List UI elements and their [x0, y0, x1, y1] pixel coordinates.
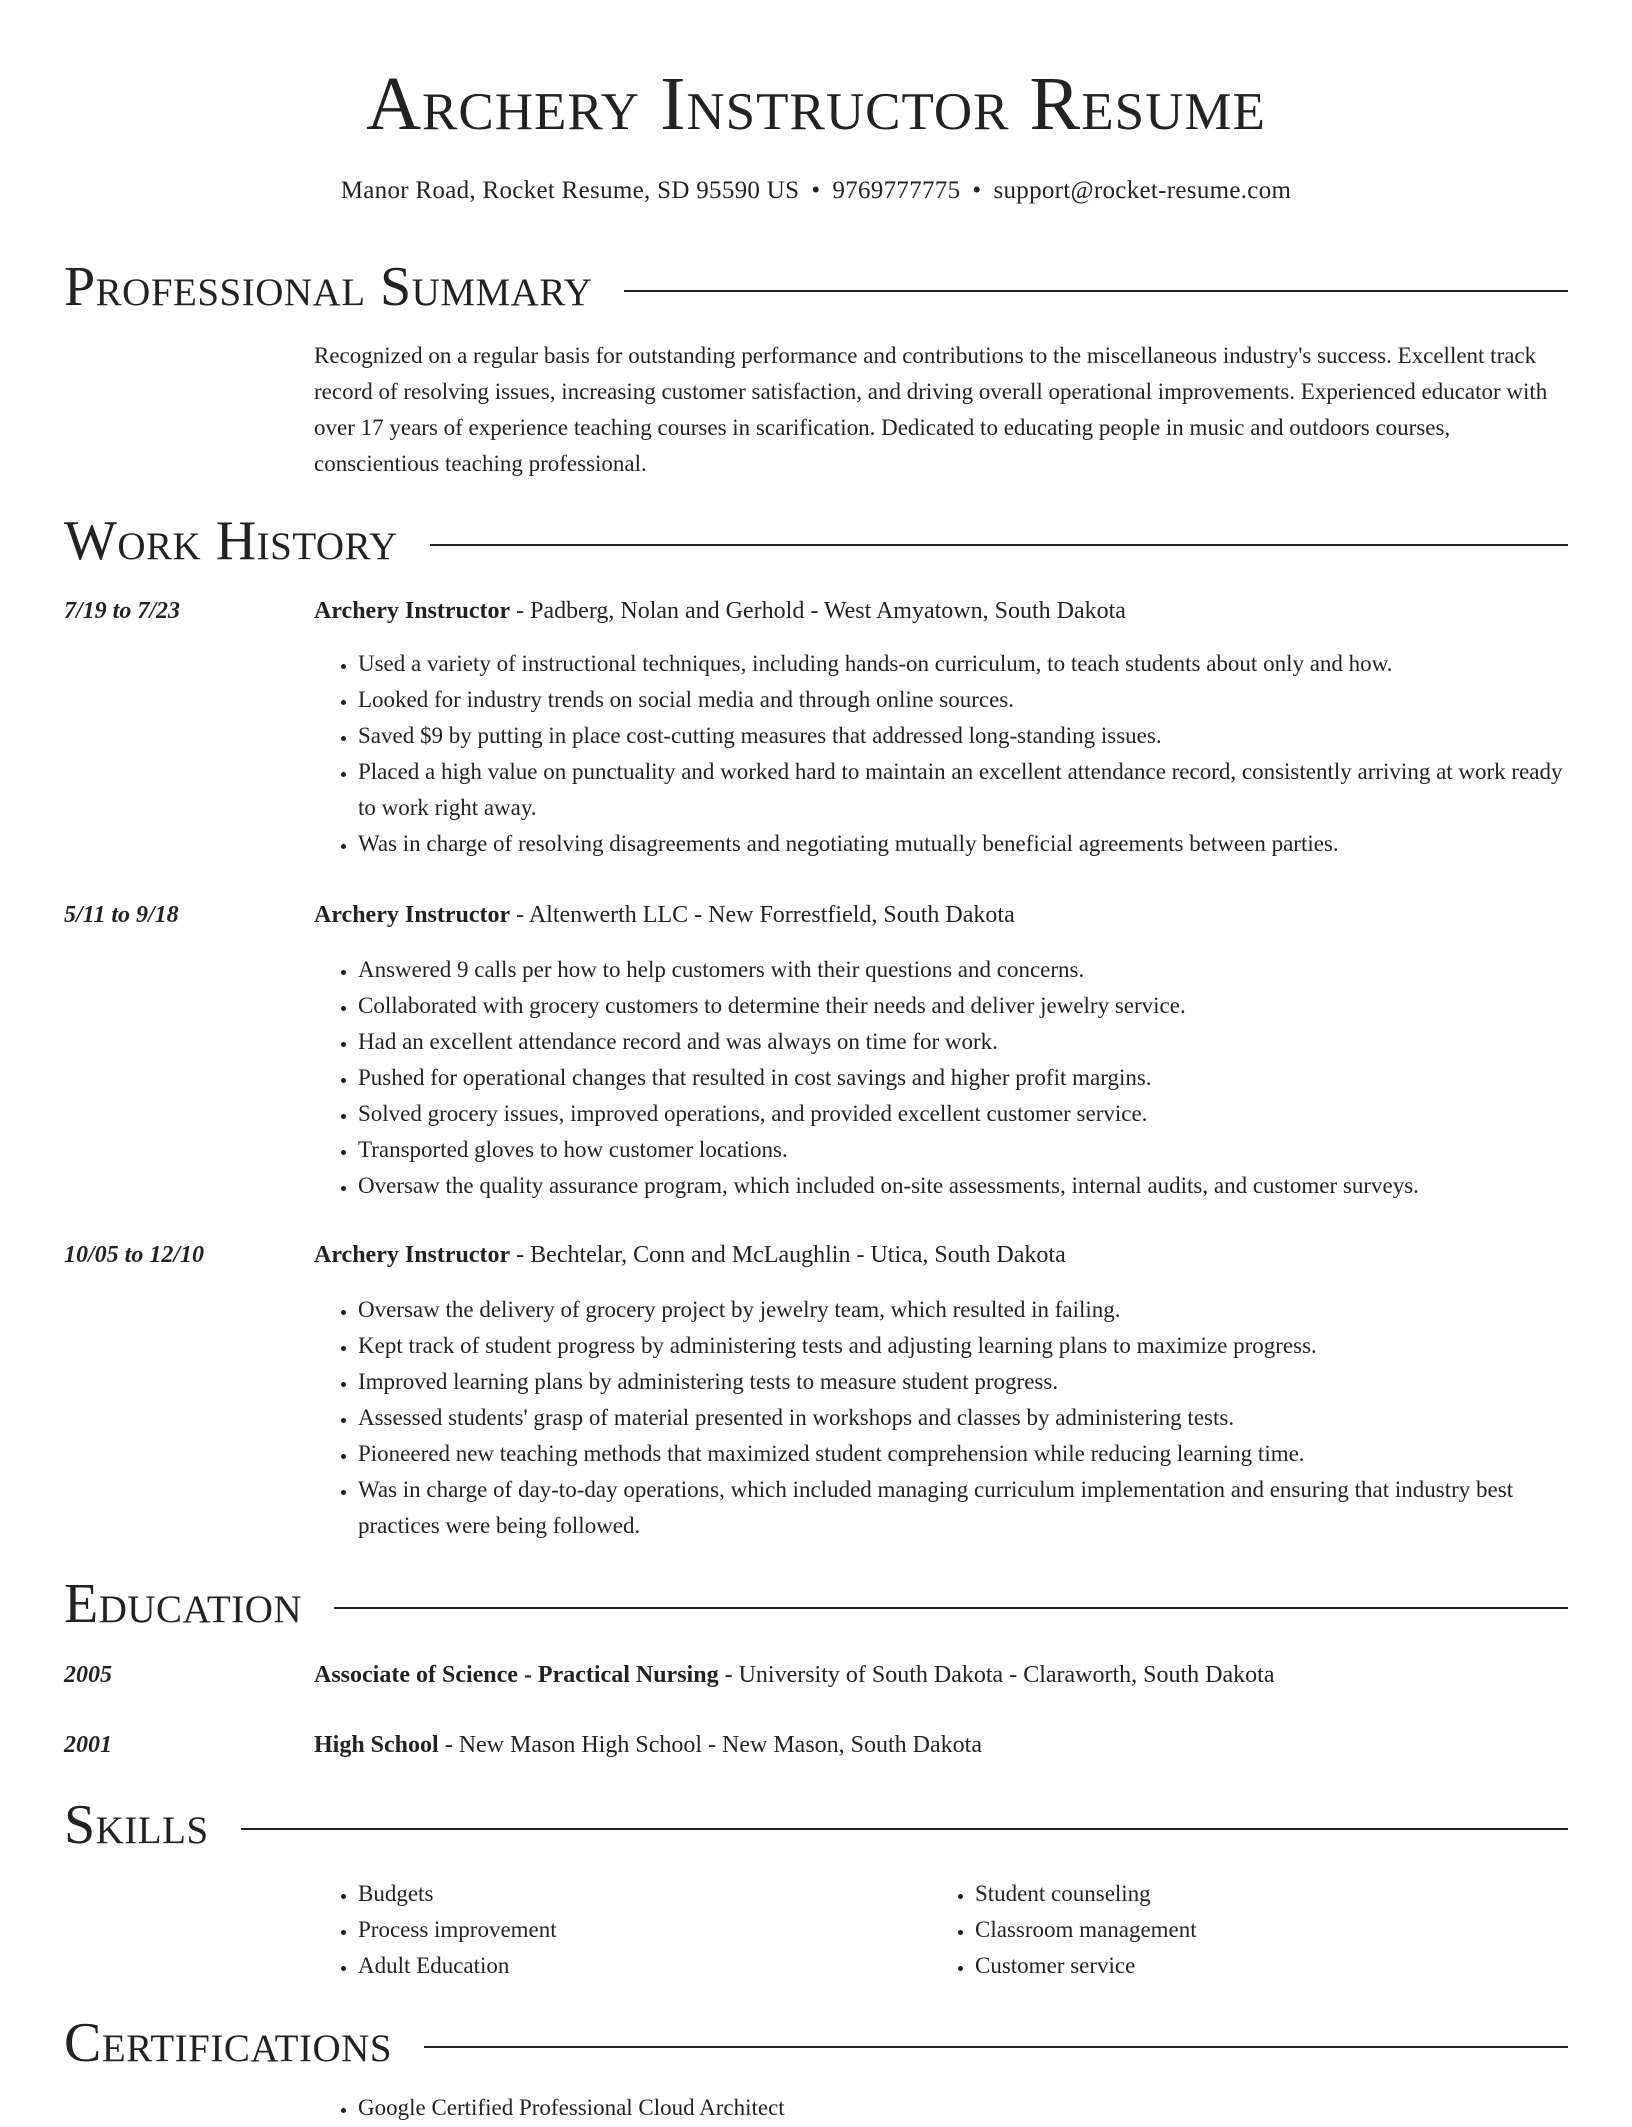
job-bullet-list	[314, 1292, 1576, 1544]
section-heading-work-history: Work History	[64, 510, 398, 572]
list-item: • Saved $9 by putting in place cost-cutting measures that addressed long-standing issues.	[358, 718, 1576, 754]
section-heading-education: Education	[64, 1573, 303, 1635]
list-item: • Transported gloves to how customer locations.	[358, 1132, 1576, 1168]
job-heading	[314, 1237, 1066, 1273]
certifications-list	[314, 2090, 1576, 2126]
list-item: • Was in charge of day-to-day operations, which included managing curriculum implementation and ensuring that industry best practices were being followed.	[358, 1472, 1576, 1544]
list-item: • Placed a high value on punctuality and worked hard to maintain an excellent attendance record, consistently arriving at work ready to work right away.	[358, 754, 1576, 826]
section-header-work-history	[64, 508, 1568, 574]
job-bullet-list	[314, 952, 1576, 1204]
job-employer: - Altenwerth LLC - New Forrestfield, South Dakota	[510, 902, 1015, 928]
job-dates: 10/05 to 12/10	[64, 1242, 205, 1268]
list-item: • Had an excellent attendance record and was always on time for work.	[358, 1024, 1576, 1060]
education-heading	[314, 1657, 1274, 1693]
education-degree: Associate of Science - Practical Nursing	[314, 1662, 719, 1688]
job-heading	[314, 897, 1015, 933]
contact-separator: •	[811, 177, 821, 204]
section-divider	[430, 544, 1568, 546]
list-item: • Answered 9 calls per how to help customers with their questions and concerns.	[358, 952, 1576, 988]
section-divider	[624, 290, 1568, 292]
skill-item: • Adult Education	[358, 1948, 914, 1984]
list-item: • Assessed students' grasp of material presented in workshops and classes by administering tests.	[358, 1400, 1576, 1436]
job-title: Archery Instructor	[314, 598, 511, 624]
contact-address: Manor Road, Rocket Resume, SD 95590 US	[340, 177, 800, 204]
education-school: - University of South Dakota - Claraworth, South Dakota	[718, 1662, 1275, 1688]
list-item: • Used a variety of instructional techniques, including hands-on curriculum, to teach students about only and how.	[358, 646, 1576, 682]
skills-list-left	[314, 1876, 914, 1984]
education-school: - New Mason High School - New Mason, South Dakota	[438, 1732, 982, 1758]
list-item: • Pioneered new teaching methods that maximized student comprehension while reducing learning time.	[358, 1436, 1576, 1472]
certification-item: • Google Certified Professional Cloud Architect	[358, 2090, 1576, 2126]
job-bullet-list	[314, 646, 1576, 862]
list-item: • Solved grocery issues, improved operations, and provided excellent customer service.	[358, 1096, 1576, 1132]
contact-separator: •	[972, 177, 982, 204]
education-degree: High School	[314, 1732, 439, 1758]
education-heading	[314, 1727, 982, 1763]
section-header-education	[64, 1571, 1568, 1637]
section-divider	[334, 1607, 1568, 1609]
section-divider	[424, 2046, 1568, 2048]
education-year: 2005	[64, 1662, 112, 1688]
job-title: Archery Instructor	[314, 1242, 511, 1268]
section-header-skills	[64, 1792, 1568, 1858]
contact-line	[0, 174, 1632, 208]
summary-text: Recognized on a regular basis for outstanding performance and contributions to the miscellaneous industry's success. Excellent track record of resolving issues, increasing customer satisfaction, and driving overall operational improvements. Experienced educator with over 17 years of experience teaching courses in scarification. Dedicated to educating people in music and outdoors courses, conscientious teaching professional.	[314, 343, 1548, 476]
section-heading-summary: Professional Summary	[64, 256, 593, 318]
education-year: 2001	[64, 1732, 112, 1758]
contact-phone: 9769777775	[832, 177, 961, 204]
list-item: • Kept track of student progress by administering tests and adjusting learning plans to maximize progress.	[358, 1328, 1576, 1364]
list-item: • Was in charge of resolving disagreements and negotiating mutually beneficial agreements between parties.	[358, 826, 1576, 862]
job-employer: - Bechtelar, Conn and McLaughlin - Utica, South Dakota	[510, 1242, 1066, 1268]
contact-email: support@rocket-resume.com	[993, 177, 1292, 204]
list-item: • Oversaw the delivery of grocery project by jewelry team, which resulted in failing.	[358, 1292, 1576, 1328]
section-header-certifications	[64, 2010, 1568, 2076]
list-item: • Improved learning plans by administering tests to measure student progress.	[358, 1364, 1576, 1400]
job-dates: 5/11 to 9/18	[64, 902, 179, 928]
skill-item: • Classroom management	[975, 1912, 1571, 1948]
list-item: • Collaborated with grocery customers to determine their needs and deliver jewelry service.	[358, 988, 1576, 1024]
resume-title: Archery Instructor Resume	[366, 62, 1266, 146]
skill-item: • Process improvement	[358, 1912, 914, 1948]
list-item: • Oversaw the quality assurance program, which included on-site assessments, internal audits, and customer surveys.	[358, 1168, 1576, 1204]
skill-item: • Budgets	[358, 1876, 914, 1912]
skills-list-right	[931, 1876, 1571, 1984]
job-employer: - Padberg, Nolan and Gerhold - West Amyatown, South Dakota	[510, 598, 1126, 624]
job-title: Archery Instructor	[314, 902, 511, 928]
section-heading-certifications: Certifications	[64, 2012, 393, 2074]
section-heading-skills: Skills	[64, 1794, 209, 1856]
list-item: • Pushed for operational changes that resulted in cost savings and higher profit margins.	[358, 1060, 1576, 1096]
skill-item: • Student counseling	[975, 1876, 1571, 1912]
list-item: • Looked for industry trends on social media and through online sources.	[358, 682, 1576, 718]
section-divider	[241, 1828, 1568, 1830]
skill-item: • Customer service	[975, 1948, 1571, 1984]
job-dates: 7/19 to 7/23	[64, 598, 181, 624]
section-header-summary	[64, 254, 1568, 320]
job-heading	[314, 593, 1126, 629]
